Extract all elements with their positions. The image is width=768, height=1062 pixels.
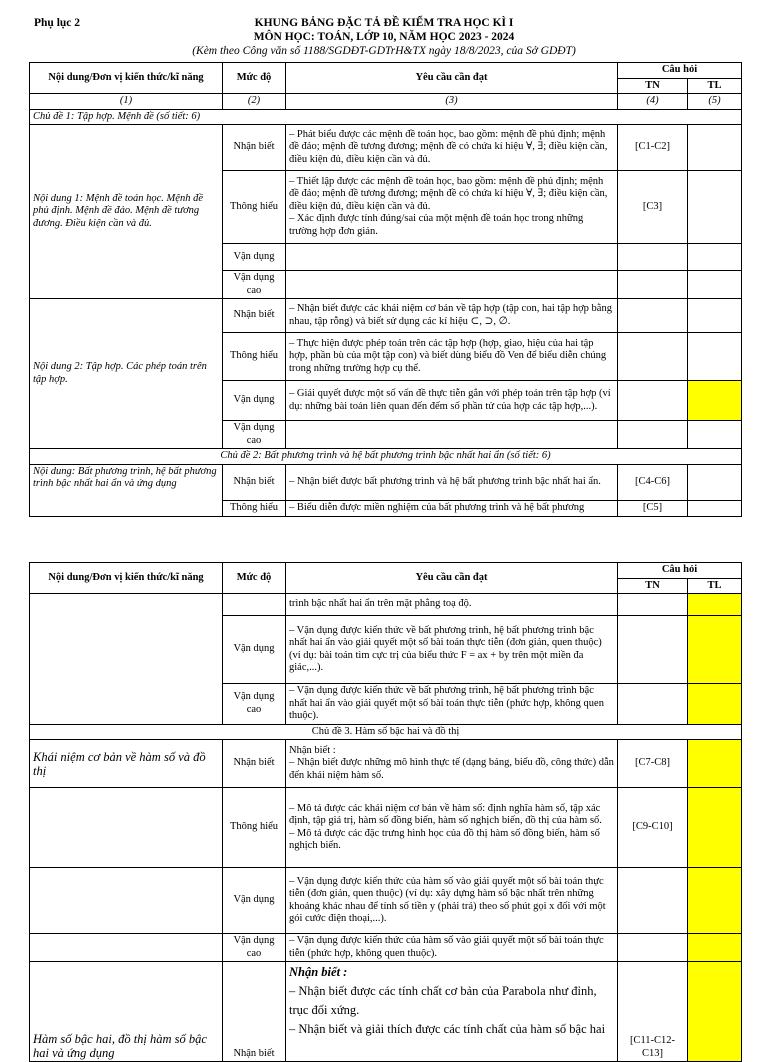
tl-cell [688, 125, 742, 171]
tl-cell [688, 244, 742, 271]
tl-cell [688, 464, 742, 500]
tn-empty [618, 333, 688, 381]
tn-empty [618, 684, 688, 725]
header-questions: Câu hỏi [618, 63, 742, 79]
level-vd: Vận dụng [223, 381, 286, 421]
col-number-3: (3) [286, 94, 618, 110]
level-th: Thông hiểu [223, 500, 286, 516]
level-nb: Nhận biết [223, 464, 286, 500]
level-vdc: Vận dụng cao [223, 421, 286, 449]
tl-cell [688, 299, 742, 333]
header-level: Mức độ [223, 563, 286, 594]
req-p2-vd: – Vận dụng được kiến thức về bất phương trình, hệ bất phương trình bậc nhất hai ẩn vào giải quyết một số bài toán thực tiễn (đơn giản, quen thuộc) (ví dụ: bài toán tìm cực trị của biểu thức F = ax + by trên một miền đa giác,...). [286, 616, 618, 684]
req-empty [286, 271, 618, 299]
topic-1-row: Chủ đề 1: Tập hợp. Mệnh đề (số tiết: 6) [30, 109, 742, 125]
req-empty [286, 421, 618, 449]
tl-cell [688, 333, 742, 381]
req-c5-nb-head: Nhận biết : [289, 965, 348, 979]
tl-highlight [688, 934, 742, 962]
header-requirement: Yêu cầu cần đạt [286, 563, 618, 594]
level-vdc: Vận dụng cao [223, 934, 286, 962]
tl-highlight [688, 868, 742, 934]
tn-empty [618, 244, 688, 271]
tl-cell [688, 271, 742, 299]
tn-c3-th: [C5] [618, 500, 688, 516]
level-vdc: Vận dụng cao [223, 271, 286, 299]
content-5: Hàm số bậc hai, đồ thị hàm số bậc hai và ứng dụng [30, 962, 223, 1062]
spec-table-page1 [29, 62, 742, 517]
content-3: Nội dung: Bất phương trình, hệ bất phương trình bậc nhất hai ẩn và ứng dụng [30, 464, 223, 516]
level-vd: Vận dụng [223, 616, 286, 684]
page-gap [0, 522, 768, 546]
level-vdc: Vận dụng cao [223, 684, 286, 725]
level-nb: Nhận biết [223, 962, 286, 1062]
req-continued: trình bậc nhất hai ẩn trên mặt phẳng toạ độ. [286, 594, 618, 616]
col-number-4: (4) [618, 94, 688, 110]
level-th: Thông hiểu [223, 333, 286, 381]
doc-reference: (Kèm theo Công văn số 1188/SGDĐT-GDTrH&TX ngày 18/8/2023, của Sở GDĐT) [192, 45, 576, 57]
tn-empty [618, 271, 688, 299]
tn-empty [618, 934, 688, 962]
req-c5-nb [286, 962, 618, 1062]
tl-highlight [688, 381, 742, 421]
spec-table-page2 [29, 562, 742, 1062]
content-continued [30, 594, 223, 725]
header-content: Nội dung/Đơn vị kiến thức/kĩ năng [30, 563, 223, 594]
tl-highlight [688, 740, 742, 788]
level-nb: Nhận biết [223, 299, 286, 333]
tl-highlight [688, 594, 742, 616]
req-c3-nb: – Nhận biết được bất phương trình và hệ bất phương trình bậc nhất hai ẩn. [286, 464, 618, 500]
req-c4-th-2: – Mô tả được các đặc trưng hình học của đồ thị hàm số đồng biến, hàm số nghịch biến. [289, 827, 600, 851]
col-number-2: (2) [223, 94, 286, 110]
req-c4-th [286, 788, 618, 868]
req-p2-vdc: – Vận dụng được kiến thức về bất phương trình, hệ bất phương trình bậc nhất hai ẩn vào giải quyết một số bài toán thực tiễn (phức hợp, không quen thuộc). [286, 684, 618, 725]
tl-cell [688, 500, 742, 516]
req-c4-vdc: – Vận dụng được kiến thức của hàm số vào giải quyết một số bài toán thực tiễn (phức hợp, không quen thuộc). [286, 934, 618, 962]
header-tn: TN [618, 578, 688, 594]
tn-c1-nb: [C1-C2] [618, 125, 688, 171]
content-1: Nội dung 1: Mệnh đề toán học. Mệnh đề phủ định. Mệnh đề đảo. Mệnh đề tương đương. Điều kiện cần và đủ. [30, 125, 223, 299]
document-page-2 [0, 546, 768, 1060]
tl-highlight [688, 616, 742, 684]
req-c4-nb [286, 740, 618, 788]
tn-empty [618, 594, 688, 616]
tl-highlight [688, 788, 742, 868]
header-content: Nội dung/Đơn vị kiến thức/kĩ năng [30, 63, 223, 94]
req-c4-nb-text: – Nhận biết được những mô hình thực tế (dạng bảng, biểu đồ, công thức) dẫn đến khái niệm hàm số. [289, 757, 614, 781]
req-c1-th-1: – Thiết lập được các mệnh đề toán học, bao gồm: mệnh đề phủ định; mệnh đề đảo; mệnh đề tương đương; mệnh đề có chứa kí hiệu ∀, ∃; điều kiện cần, điều kiện đủ, điều kiện cần và đủ. [289, 175, 608, 212]
content-4: Khái niệm cơ bản về hàm số và đồ thị [30, 740, 223, 788]
req-c3-th: – Biểu diễn được miền nghiệm của bất phương trình và hệ bất phương [286, 500, 618, 516]
level-th: Thông hiểu [223, 788, 286, 868]
document-page-1 [0, 0, 768, 522]
doc-subject: MÔN HỌC: TOÁN, LỚP 10, NĂM HỌC 2023 - 2024 [253, 31, 515, 43]
req-c1-th [286, 171, 618, 244]
header-tn: TN [618, 78, 688, 94]
content-2: Nội dung 2: Tập hợp. Các phép toán trên tập hợp. [30, 299, 223, 449]
tn-c5-nb: [C11-C12-C13] [618, 962, 688, 1062]
tn-empty [618, 381, 688, 421]
tn-c4-th: [C9-C10] [618, 788, 688, 868]
req-c2-nb: – Nhận biết được các khái niệm cơ bản về tập hợp (tập con, hai tập hợp bằng nhau, tập rỗng) và biết sử dụng các kí hiệu ⊂, ⊃, ∅. [286, 299, 618, 333]
level-empty [223, 594, 286, 616]
req-c2-th: – Thực hiện được phép toán trên các tập hợp (hợp, giao, hiệu của hai tập hợp, phần bù của một tập con) và biết dùng biểu đồ Ven để biểu diễn chúng trong những trường hợp cụ thể. [286, 333, 618, 381]
tn-c3-nb: [C4-C6] [618, 464, 688, 500]
req-c5-nb-2: – Nhận biết và giải thích được các tính chất của hàm số bậc hai [289, 1022, 606, 1036]
req-empty [286, 244, 618, 271]
tn-empty [618, 616, 688, 684]
topic-2-row: Chủ đề 2: Bất phương trình và hệ bất phương trình bậc nhất hai ẩn (số tiết: 6) [30, 449, 742, 465]
tl-cell [688, 421, 742, 449]
content-empty [30, 868, 223, 934]
req-c4-nb-head: Nhận biết : [289, 744, 336, 756]
req-c1-th-2: – Xác định được tính đúng/sai của một mệnh đề toán học trong những trường hợp đơn giản. [289, 213, 584, 237]
req-c4-vd: – Vận dụng được kiến thức của hàm số vào giải quyết một số bài toán thực tiễn (đơn giản, quen thuộc) (ví dụ: xây dựng hàm số bậc nhất trên những khoảng khác nhau để tính số tiền y (phải trả) theo số phút gọi x đối với một gói cước điện thoại,...). [286, 868, 618, 934]
content-empty [30, 934, 223, 962]
req-c2-vd: – Giải quyết được một số vấn đề thực tiễn gắn với phép toán trên tập hợp (ví dụ: những bài toán liên quan đến đếm số phần tử của hợp các tập hợp,...). [286, 381, 618, 421]
tl-highlight [688, 684, 742, 725]
tn-c1-th: [C3] [618, 171, 688, 244]
level-th: Thông hiểu [223, 171, 286, 244]
level-nb: Nhận biết [223, 740, 286, 788]
req-c4-th-1: – Mô tả được các khái niệm cơ bản về hàm số: định nghĩa hàm số, tập xác định, tập giá trị, hàm số đồng biến, hàm số nghịch biến, đồ thị của hàm số. [289, 802, 602, 826]
tn-c4-nb: [C7-C8] [618, 740, 688, 788]
req-c5-nb-1: – Nhận biết được các tính chất cơ bản của Parabola như đỉnh, trục đối xứng. [289, 984, 597, 1017]
header-tl: TL [688, 78, 742, 94]
level-vd: Vận dụng [223, 244, 286, 271]
col-number-5: (5) [688, 94, 742, 110]
doc-title: KHUNG BẢNG ĐẶC TẢ ĐỀ KIỂM TRA HỌC KÌ I [254, 17, 514, 29]
topic-3-row: Chủ đề 3. Hàm số bậc hai và đồ thị [30, 724, 742, 740]
header-level: Mức độ [223, 63, 286, 94]
tn-empty [618, 421, 688, 449]
tl-cell [688, 171, 742, 244]
level-nb: Nhận biết [223, 125, 286, 171]
appendix-label: Phụ lục 2 [34, 17, 81, 29]
req-c1-nb: – Phát biểu được các mệnh đề toán học, bao gồm: mệnh đề phủ định; mệnh đề đảo; mệnh đề tương đương; mệnh đề có chứa kí hiệu ∀, ∃; điều kiện cần, điều kiện đủ, điều kiện cần và đủ. [286, 125, 618, 171]
header-tl: TL [688, 578, 742, 594]
col-number-1: (1) [30, 94, 223, 110]
header-questions: Câu hỏi [618, 563, 742, 579]
tn-empty [618, 299, 688, 333]
tn-empty [618, 868, 688, 934]
level-vd: Vận dụng [223, 868, 286, 934]
header-requirement: Yêu cầu cần đạt [286, 63, 618, 94]
content-empty [30, 788, 223, 868]
tl-highlight [688, 962, 742, 1062]
